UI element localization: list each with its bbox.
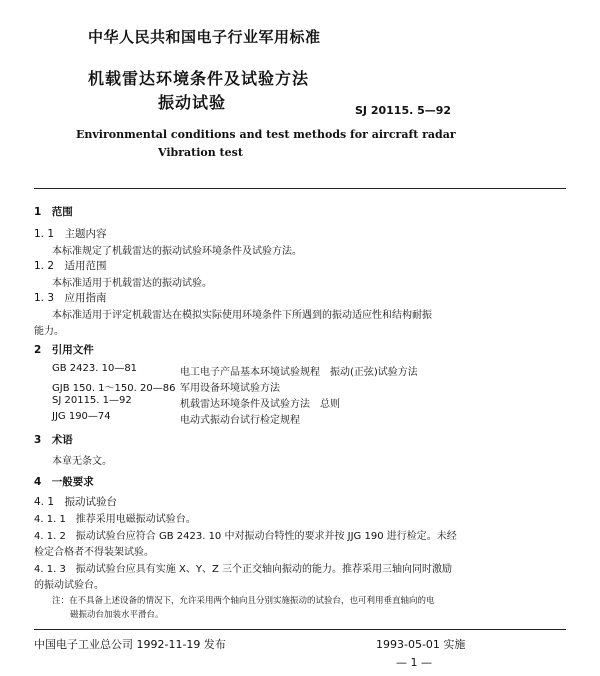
reference-title: 电工电子产品基本环境试验规程 振动(正弦)试验方法 xyxy=(180,367,418,378)
section-1-2-text: 本标准适用于机载雷达的振动试验。 xyxy=(52,278,212,289)
section-4-1-2-text-line2: 检定合格者不得装架试验。 xyxy=(34,547,154,558)
reference-row xyxy=(52,411,111,422)
section-2-heading: 2 引用文件 xyxy=(34,344,94,356)
section-4-1-heading: 4. 1 振动试验台 xyxy=(34,496,118,508)
section-4-heading: 4 一般要求 xyxy=(34,476,94,488)
section-4-1-2-text-line1: 4. 1. 2 振动试验台应符合 GB 2423. 10 中对振动台特性的要求并按 JJG 190 进行检定。未经 xyxy=(34,531,457,542)
reference-code: GJB 150. 1～150. 20—86 xyxy=(52,383,176,394)
reference-row xyxy=(52,379,175,394)
reference-title: 电动式振动台试行检定规程 xyxy=(180,415,300,426)
top-divider xyxy=(34,188,566,189)
issuer-line: 中国电子工业总公司 1992-11-19 发布 xyxy=(34,638,226,651)
page-number: — 1 — xyxy=(396,656,432,669)
section-1-heading: 1 范围 xyxy=(34,206,73,218)
section-3-text: 本章无条文。 xyxy=(52,456,112,467)
reference-row xyxy=(52,395,132,406)
note-line2: 磁振动台加装水平滑台。 xyxy=(70,610,164,620)
section-4-1-3-text-line2: 的振动试验台。 xyxy=(34,580,104,591)
reference-code: GB 2423. 10—81 xyxy=(52,363,138,374)
reference-code: JJG 190—74 xyxy=(52,411,111,422)
section-4-1-3-text-line1: 4. 1. 3 振动试验台应具有实施 X、Y、Z 三个正交轴向振动的能力。推荐采用三轴向同时激励 xyxy=(34,564,452,575)
reference-row xyxy=(52,363,137,374)
note-line1: 注：在不具备上述设备的情况下，允许采用两个轴向且分别实施振动的试验台，也可利用垂直轴向的电 xyxy=(52,596,435,606)
document-title-line2: 振动试验 xyxy=(158,93,227,112)
standard-body-header: 中华人民共和国电子行业军用标准 xyxy=(88,28,321,46)
section-1-3-text-line2: 能力。 xyxy=(34,326,64,337)
effective-date: 1993-05-01 实施 xyxy=(376,638,466,651)
section-1-3-text-line1: 本标准适用于评定机载雷达在模拟实际使用环境条件下所遇到的振动适应性和结构耐振 xyxy=(52,310,432,321)
section-3-heading: 3 术语 xyxy=(34,434,73,446)
english-title-line1: Environmental conditions and test methods for aircraft radar xyxy=(76,128,456,141)
english-title-line2: Vibration test xyxy=(158,146,243,159)
bottom-divider xyxy=(34,629,566,630)
reference-code: SJ 20115. 1—92 xyxy=(52,395,132,406)
reference-title: 机载雷达环境条件及试验方法 总则 xyxy=(180,399,340,410)
section-1-1-heading: 1. 1 主题内容 xyxy=(34,228,107,240)
section-1-2-heading: 1. 2 适用范围 xyxy=(34,260,107,272)
section-1-1-text: 本标准规定了机载雷达的振动试验环境条件及试验方法。 xyxy=(52,246,302,257)
standard-code: SJ 20115. 5—92 xyxy=(355,104,452,117)
section-1-3-heading: 1. 3 应用指南 xyxy=(34,292,107,304)
reference-title: 军用设备环境试验方法 xyxy=(180,383,280,394)
section-4-1-1-text: 4. 1. 1 推荐采用电磁振动试验台。 xyxy=(34,514,196,525)
document-title-line1: 机载雷达环境条件及试验方法 xyxy=(88,69,310,88)
